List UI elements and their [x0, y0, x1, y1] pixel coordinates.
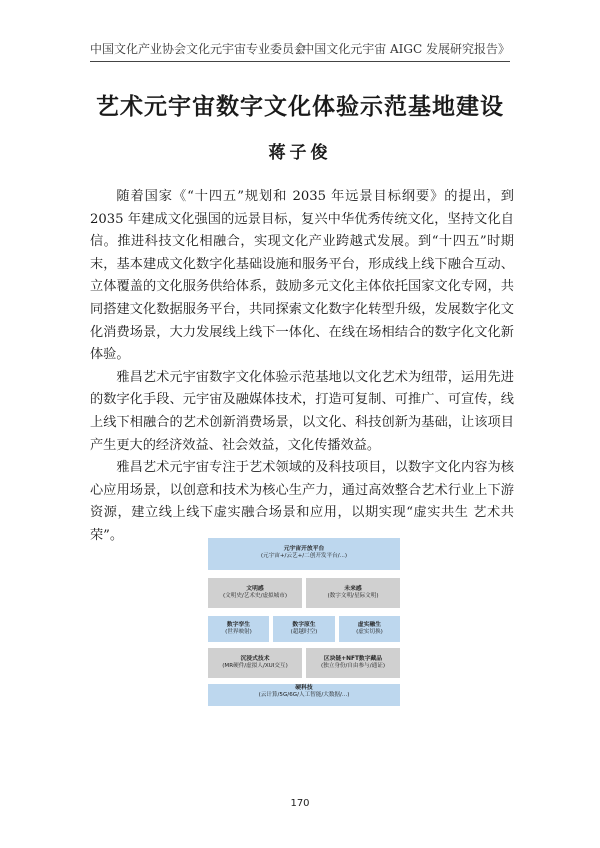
block-title: 虚实融生: [357, 622, 382, 628]
block-subtitle: (MR硬件/虚拟人/XUI交互): [222, 663, 288, 669]
diagram-block-platform: [208, 538, 400, 570]
block-subtitle: (虚实切换): [356, 629, 383, 635]
block-subtitle: (独立身份/自由参与/通证): [320, 663, 386, 669]
block-subtitle: (超越时空): [290, 629, 318, 635]
diagram-block-blockchain-nft: [306, 648, 400, 678]
architecture-diagram: [208, 538, 400, 698]
block-subtitle: (数字文明/星际文明): [327, 593, 379, 599]
paragraph-3: 雅昌艺术元宇宙专注于艺术领域的及科技项目，以数字文化内容为核心应用场景，以创意和技术为核心生产力，通过高效整合艺术行业上下游资源，建立线上线下虚实融合场景和应用，以期实现“虚实共生 艺术共荣”。: [90, 460, 514, 543]
article-author: 蒋子俊: [268, 143, 332, 163]
block-title: 沉浸式技术: [240, 656, 270, 662]
block-subtitle: (世界映射): [225, 629, 252, 635]
block-title: 数字原生: [292, 622, 316, 628]
block-subtitle: (文明史/艺术史/虚拟城市): [222, 593, 288, 599]
article-title: 艺术元宇宙数字文化体验示范基地建设: [96, 93, 504, 120]
block-title: 硬科技: [295, 685, 313, 691]
block-title: 文明感: [246, 586, 264, 592]
diagram-block-hard-tech: [208, 684, 400, 706]
header-divider: [90, 61, 510, 62]
block-title: 元宇宙开放平台: [283, 546, 325, 552]
diagram-block-virtual-real-fusion: [339, 616, 400, 642]
block-title: 数字孪生: [226, 622, 251, 628]
block-title: 未来感: [344, 586, 362, 592]
block-title: 区块链+NFT数字藏品: [323, 656, 383, 662]
paragraph-1: 随着国家《“十四五”规划和 2035 年远景目标纲要》的提出，到 2035 年建成文化强国的远景目标，复兴中华优秀传统文化，坚持文化自信。推进科技文化相融合，实现文化产业跨越式发展。到“十四五”时期末，基本建成文化数字化基础设施和服务平台，形成线上线下融合互动、立体覆盖的文化服务供给体系，鼓励多元文化主体依托国家文化专网，共同搭建文化数据服务平台，共同探索文化数字化转型升级，发展数字化文化消费场景，大力发展线上线下一体化、在线在场相结合的数字化文化新体验。: [90, 189, 514, 363]
page-number: 170: [290, 798, 310, 809]
header-left: 中国文化产业协会文化元宇宙专业委员会: [90, 42, 307, 56]
page-header: [90, 40, 510, 62]
header-right: 《中国文化元宇宙 AIGC 发展研究报告》: [290, 42, 510, 56]
diagram-block-digital-native: [273, 616, 335, 642]
diagram-block-immersive-tech: [208, 648, 302, 678]
block-subtitle: (元宇宙+/云艺+/二创开发平台/...): [260, 553, 348, 559]
diagram-block-future: [306, 578, 400, 608]
block-subtitle: (云计算/5G/6G/人工智能/大数据/...): [258, 692, 350, 698]
diagram-block-civilization: [208, 578, 302, 608]
paragraph-2: 雅昌艺术元宇宙数字文化体验示范基地以文化艺术为纽带，运用先进的数字化手段、元宇宙及融媒体技术，打造可复制、可推广、可宣传，线上线下相融合的艺术创新消费场景，以文化、科技创新为基础，让该项目产生更大的经济效益、社会效益，文化传播效益。: [90, 369, 514, 453]
article-body: [90, 186, 514, 548]
diagram-block-digital-twin: [208, 616, 269, 642]
